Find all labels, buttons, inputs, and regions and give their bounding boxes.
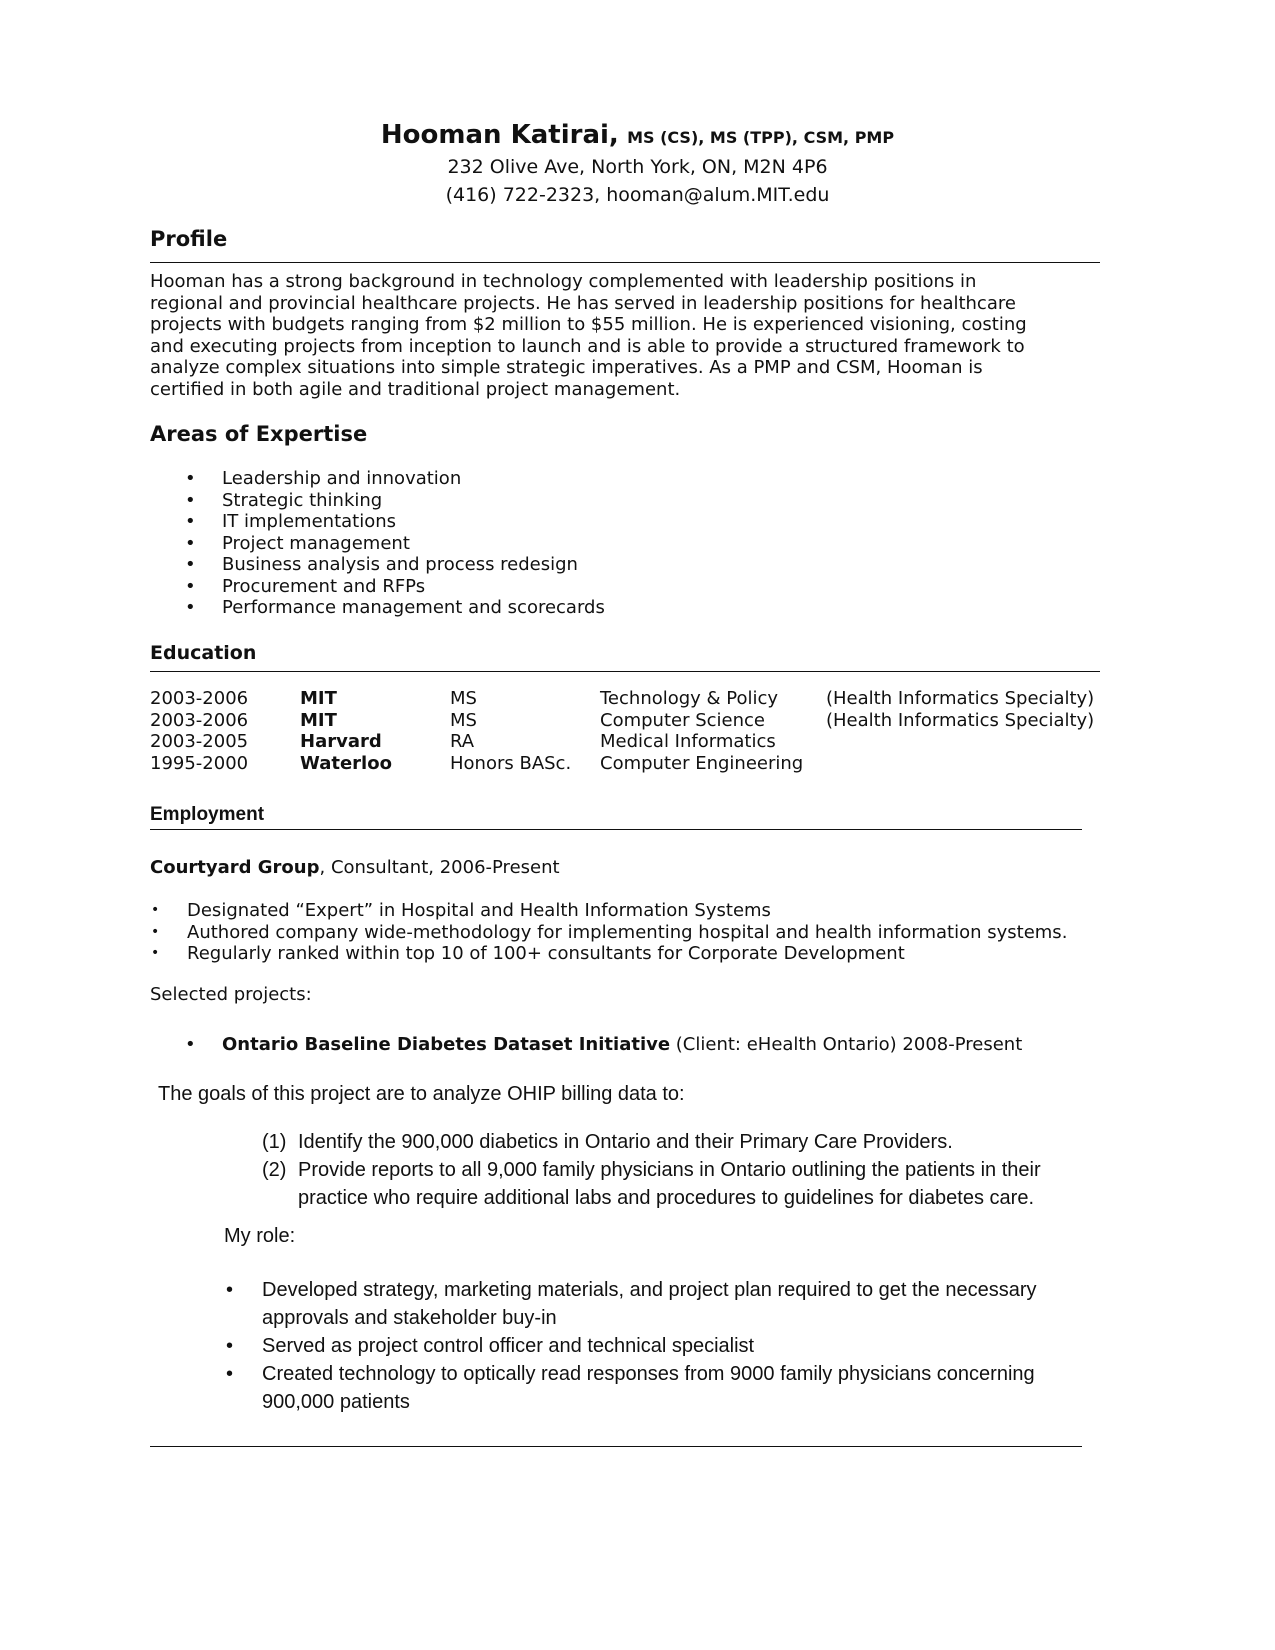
person-name: Hooman Katirai, bbox=[380, 120, 619, 150]
bullet-icon: • bbox=[185, 1034, 196, 1055]
profile-heading: Profile bbox=[150, 227, 228, 251]
list-item: • Strategic thinking bbox=[185, 489, 383, 511]
profile-line: regional and provincial healthcare projects. He has served in leadership positions for healthcare bbox=[150, 292, 1016, 314]
table-row: 2003-2006 MIT MS Computer Science (Health Informatics Specialty) bbox=[150, 710, 1095, 731]
list-item: • Performance management and scorecards bbox=[185, 597, 605, 618]
footer-rule bbox=[150, 1446, 1082, 1447]
list-item: • Designated “Expert” in Hospital and Health Information Systems bbox=[151, 900, 771, 921]
bullet-icon: • bbox=[226, 1335, 234, 1357]
employment-rule bbox=[150, 829, 1082, 830]
goal-number: (2) bbox=[262, 1159, 287, 1181]
employment-heading: Employment bbox=[150, 804, 265, 825]
bullet-icon: • bbox=[185, 597, 196, 618]
list-item: • Developed strategy, marketing materials, and project plan required to get the necessary approvals and stakeholder buy-in bbox=[262, 1276, 1122, 1332]
profile-line: Hooman has a strong background in technology complemented with leadership positions in bbox=[150, 271, 977, 292]
list-item: • Project management bbox=[185, 532, 410, 554]
bullet-icon: • bbox=[185, 468, 196, 489]
bullet-icon: • bbox=[226, 1279, 234, 1301]
list-item: • Leadership and innovation bbox=[185, 468, 462, 489]
goal-number: (1) bbox=[262, 1131, 287, 1153]
education-heading: Education bbox=[150, 642, 257, 664]
bullet-icon: • bbox=[185, 554, 196, 575]
profile-line: certified in both agile and traditional project management. bbox=[150, 378, 681, 400]
address: 232 Olive Ave, North York, ON, M2N 4P6 bbox=[447, 156, 828, 178]
profile-rule bbox=[150, 262, 1100, 263]
table-row: 2003-2006 MIT MS Technology & Policy (Health Informatics Specialty) bbox=[150, 688, 1095, 709]
list-item: • Regularly ranked within top 10 of 100+ consultants for Corporate Development bbox=[151, 943, 905, 964]
goals-intro: The goals of this project are to analyze OHIP billing data to: bbox=[158, 1083, 685, 1105]
employment-highlights bbox=[151, 900, 1117, 965]
bullet-icon: • bbox=[185, 511, 196, 532]
list-item: • Served as project control officer and technical specialist bbox=[262, 1332, 1122, 1360]
role-list bbox=[226, 1276, 1122, 1416]
profile-line: analyze complex situations into simple strategic imperatives. As a PMP and CSM, Hooman is bbox=[150, 357, 983, 378]
bullet-icon: • bbox=[185, 489, 196, 511]
list-item: • IT implementations bbox=[185, 511, 397, 532]
profile-line: projects with budgets ranging from $2 million to $55 million. He is experienced visioning, costing bbox=[150, 314, 1027, 335]
education-rule bbox=[150, 671, 1100, 672]
bullet-icon: • bbox=[185, 532, 196, 554]
bullet-icon: • bbox=[151, 902, 160, 918]
project-detail: (Client: eHealth Ontario) 2008-Present bbox=[670, 1034, 1023, 1055]
project-title: Ontario Baseline Diabetes Dataset Initiative bbox=[222, 1034, 671, 1055]
credentials: MS (CS), MS (TPP), CSM, PMP bbox=[627, 128, 895, 147]
list-item: (2) Provide reports to all 9,000 family physicians in Ontario outlining the patients in their practice who require additional labs and procedures to guidelines for diabetes care. bbox=[262, 1156, 1122, 1212]
list-item: • Business analysis and process redesign bbox=[185, 554, 578, 575]
list-item: • Authored company wide-methodology for implementing hospital and health information systems. bbox=[151, 921, 1068, 943]
bullet-icon: • bbox=[151, 923, 160, 940]
company-line bbox=[150, 857, 1100, 879]
expertise-list bbox=[185, 468, 922, 619]
my-role-label: My role: bbox=[224, 1225, 296, 1247]
name-line bbox=[0, 120, 1275, 150]
profile-text bbox=[150, 271, 1110, 400]
project-title-line bbox=[185, 1034, 1122, 1056]
company-role: , Consultant, 2006-Present bbox=[319, 857, 560, 878]
bullet-icon: • bbox=[151, 945, 160, 961]
table-row: 1995-2000 Waterloo Honors BASc. Computer Engineering bbox=[150, 753, 804, 774]
contact-info: (416) 722-2323, hooman@alum.MIT.edu bbox=[445, 184, 830, 206]
expertise-heading: Areas of Expertise bbox=[150, 422, 368, 446]
company-name: Courtyard Group bbox=[150, 857, 320, 878]
selected-projects-label: Selected projects: bbox=[150, 984, 312, 1005]
bullet-icon: • bbox=[226, 1363, 234, 1385]
table-row: 2003-2005 Harvard RA Medical Informatics bbox=[150, 731, 776, 752]
goals-list bbox=[262, 1128, 1122, 1212]
profile-line: and executing projects from inception to launch and is able to provide a structured framework to bbox=[150, 335, 1025, 357]
bullet-icon: • bbox=[185, 575, 196, 597]
list-item: (1) Identify the 900,000 diabetics in Ontario and their Primary Care Providers. bbox=[262, 1128, 1122, 1156]
list-item: • Created technology to optically read responses from 9000 family physicians concerning 900,000 patients bbox=[262, 1360, 1122, 1416]
list-item: • Procurement and RFPs bbox=[185, 575, 426, 597]
